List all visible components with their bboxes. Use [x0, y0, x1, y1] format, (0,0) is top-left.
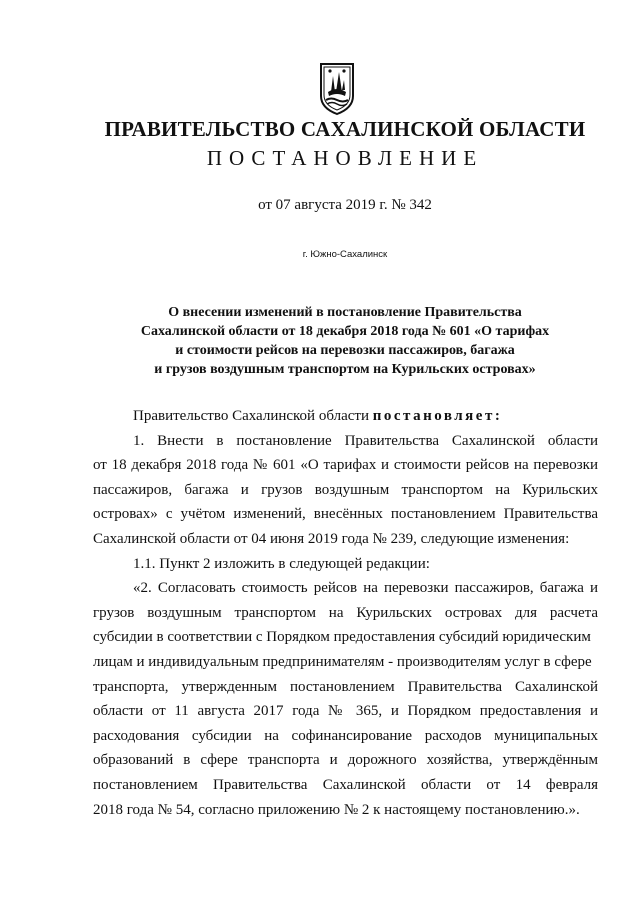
- body-line: островах» с учётом изменений, внесённых постановлением Правительства: [93, 506, 598, 523]
- preamble-verb: постановляет:: [372, 408, 503, 424]
- body-line: субсидии в соответствии с Порядком предоставления субсидий юридическим: [93, 629, 591, 646]
- body-line: «2. Согласовать стоимость рейсов на перевозки пассажиров, багажа и: [133, 580, 598, 597]
- government-name: ПРАВИТЕЛЬСТВО САХАЛИНСКОЙ ОБЛАСТИ: [104, 117, 586, 141]
- body-line: грузов воздушным транспортом на Курильских островах для расчета: [93, 604, 598, 621]
- coat-of-arms-icon: [318, 62, 356, 116]
- body-line: пассажиров, багажа и грузов воздушным транспортом на Курильских: [93, 481, 598, 498]
- body-line: транспорта, утвержденным постановлением Правительства Сахалинской: [93, 678, 598, 695]
- body-line: Сахалинской области от 04 июня 2019 года № 239, следующие изменения:: [93, 530, 570, 547]
- subject-line: О внесении изменений в постановление Правительства: [168, 305, 522, 320]
- body-line: расходования субсидии на софинансирование расходов муниципальных: [93, 727, 598, 744]
- document-subject: [90, 303, 600, 379]
- subject-line: и стоимости рейсов на перевозки пассажиров, багажа: [175, 343, 515, 358]
- subject-line: и грузов воздушным транспортом на Курильских островах»: [154, 362, 536, 377]
- body-line: области от 11 августа 2017 года № 365, и Порядком предоставления и: [93, 703, 598, 720]
- body-line: от 18 декабря 2018 года № 601 «О тарифах и стоимости рейсов на перевозки: [93, 457, 598, 474]
- preamble: [93, 404, 598, 429]
- body-line: лицам и индивидуальным предпринимателям - производителям услуг в сфере: [93, 653, 592, 670]
- document-city: г. Южно-Сахалинск: [302, 249, 388, 260]
- body-line: постановлением Правительства Сахалинской области от 14 февраля: [93, 776, 598, 793]
- body-line: 1. Внести в постановление Правительства Сахалинской области: [133, 432, 598, 449]
- body-line: 1.1. Пункт 2 изложить в следующей редакции:: [133, 555, 430, 572]
- preamble-text: Правительство Сахалинской области: [133, 408, 369, 424]
- body-line: 2018 года № 54, согласно приложению № 2 к настоящему постановлению.».: [93, 801, 580, 818]
- document-date-number: от 07 августа 2019 г. № 342: [258, 197, 432, 213]
- body-line: образований в сфере транспорта и дорожного хозяйства, утверждённым: [93, 752, 598, 769]
- subject-line: Сахалинской области от 18 декабря 2018 года № 601 «О тарифах: [140, 324, 550, 339]
- document-body: [93, 404, 598, 822]
- document-type: ПОСТАНОВЛЕНИЕ: [206, 146, 484, 170]
